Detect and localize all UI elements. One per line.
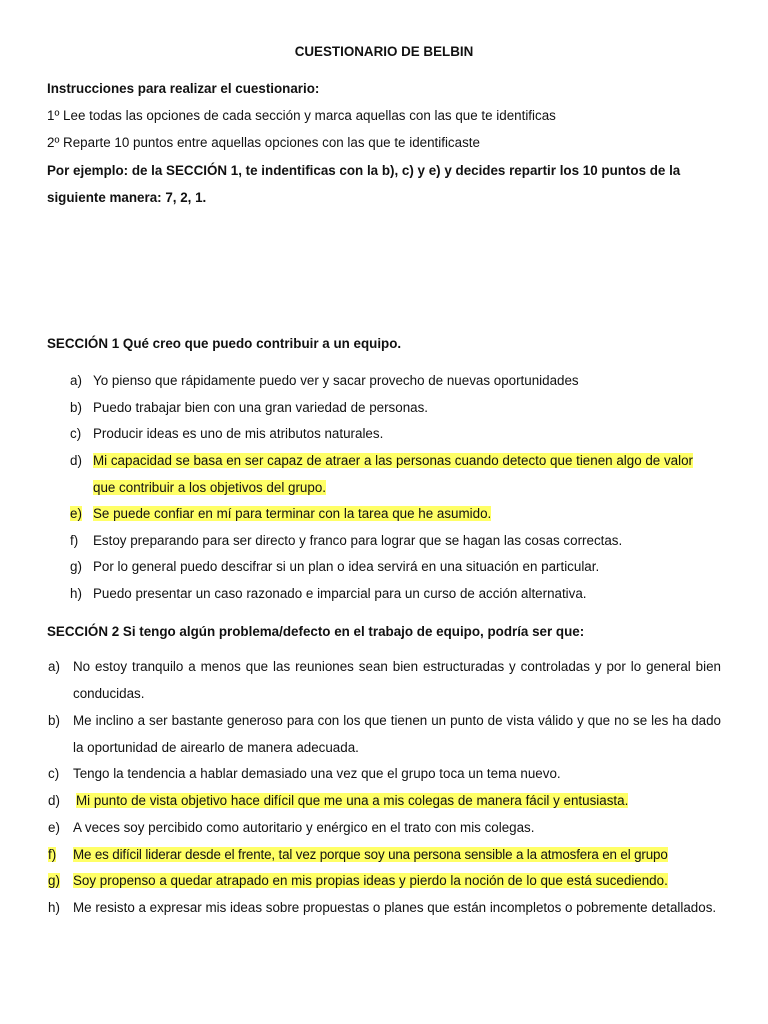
item-text: Puedo presentar un caso razonado e imparcial para un curso de acción alternativa. bbox=[93, 586, 587, 601]
item-text-continued: que contribuir a los objetivos del grupo. bbox=[93, 480, 326, 495]
item-marker: h) bbox=[70, 586, 82, 601]
item-marker: e) bbox=[70, 506, 82, 521]
item-marker: g) bbox=[48, 873, 60, 888]
item-marker: b) bbox=[70, 400, 82, 415]
item-marker: a) bbox=[70, 373, 82, 388]
item-text: Puedo trabajar bien con una gran variedad de personas. bbox=[93, 400, 429, 415]
item-marker: d) bbox=[48, 793, 60, 808]
section-1-title: SECCIÓN 1 Qué creo que puedo contribuir a un equipo. bbox=[47, 336, 402, 351]
item-marker: d) bbox=[70, 453, 82, 468]
instructions-heading: Instrucciones para realizar el cuestionario: bbox=[47, 81, 320, 96]
instruction-example: Por ejemplo: de la SECCIÓN 1, te indentificas con la b), c) y e) y decides repartir los 10 puntos de la siguiente manera: 7, 2, 1. bbox=[47, 163, 681, 205]
item-marker: h) bbox=[48, 900, 60, 915]
item-text: Estoy preparando para ser directo y franco para lograr que se hagan las cosas correctas. bbox=[93, 533, 623, 548]
item-text: Yo pienso que rápidamente puedo ver y sacar provecho de nuevas oportunidades bbox=[93, 373, 579, 388]
item-marker: g) bbox=[70, 559, 82, 574]
item-marker: f) bbox=[70, 533, 79, 548]
section-2-title: SECCIÓN 2 Si tengo algún problema/defecto en el trabajo de equipo, podría ser que: bbox=[47, 624, 585, 639]
item-text: Mi punto de vista objetivo hace difícil que me una a mis colegas de manera fácil y entusiasta. bbox=[76, 793, 629, 808]
item-text: No estoy tranquilo a menos que las reuniones sean bien estructuradas y controladas y por lo general bien conducidas. bbox=[73, 659, 721, 701]
item-text: Tengo la tendencia a hablar demasiado una vez que el grupo toca un tema nuevo. bbox=[73, 766, 561, 781]
instruction-step-1: 1º Lee todas las opciones de cada sección y marca aquellas con las que te identificas bbox=[47, 108, 556, 123]
item-marker: f) bbox=[48, 847, 57, 862]
document-title: CUESTIONARIO DE BELBIN bbox=[294, 44, 474, 59]
item-marker: e) bbox=[48, 820, 60, 835]
item-text: Me es difícil liderar desde el frente, tal vez porque soy una persona sensible a la atmosfera en el grupo bbox=[73, 847, 668, 862]
item-text: Mi capacidad se basa en ser capaz de atraer a las personas cuando detecto que tienen algo de valor bbox=[93, 453, 693, 468]
item-text: Por lo general puedo descifrar si un plan o idea servirá en una situación en particular. bbox=[93, 559, 600, 574]
item-marker: c) bbox=[70, 426, 82, 441]
item-text: Me resisto a expresar mis ideas sobre propuestas o planes que están incompletos o pobremente detallados. bbox=[73, 900, 717, 915]
instruction-step-2: 2º Reparte 10 puntos entre aquellas opciones con las que te identificaste bbox=[47, 135, 480, 150]
item-text: A veces soy percibido como autoritario y enérgico en el trato con mis colegas. bbox=[73, 820, 535, 835]
item-text: Soy propenso a quedar atrapado en mis propias ideas y pierdo la noción de lo que está sucediendo. bbox=[73, 873, 668, 888]
item-marker: b) bbox=[48, 713, 60, 728]
item-marker: c) bbox=[48, 766, 60, 781]
item-text: Producir ideas es uno de mis atributos naturales. bbox=[93, 426, 384, 441]
item-text: Se puede confiar en mí para terminar con la tarea que he asumido. bbox=[93, 506, 492, 521]
item-text: Me inclino a ser bastante generoso para con los que tienen un punto de vista válido y que no se les ha dado la oportunidad de airearlo de manera adecuada. bbox=[73, 713, 721, 755]
item-marker: a) bbox=[48, 659, 60, 674]
